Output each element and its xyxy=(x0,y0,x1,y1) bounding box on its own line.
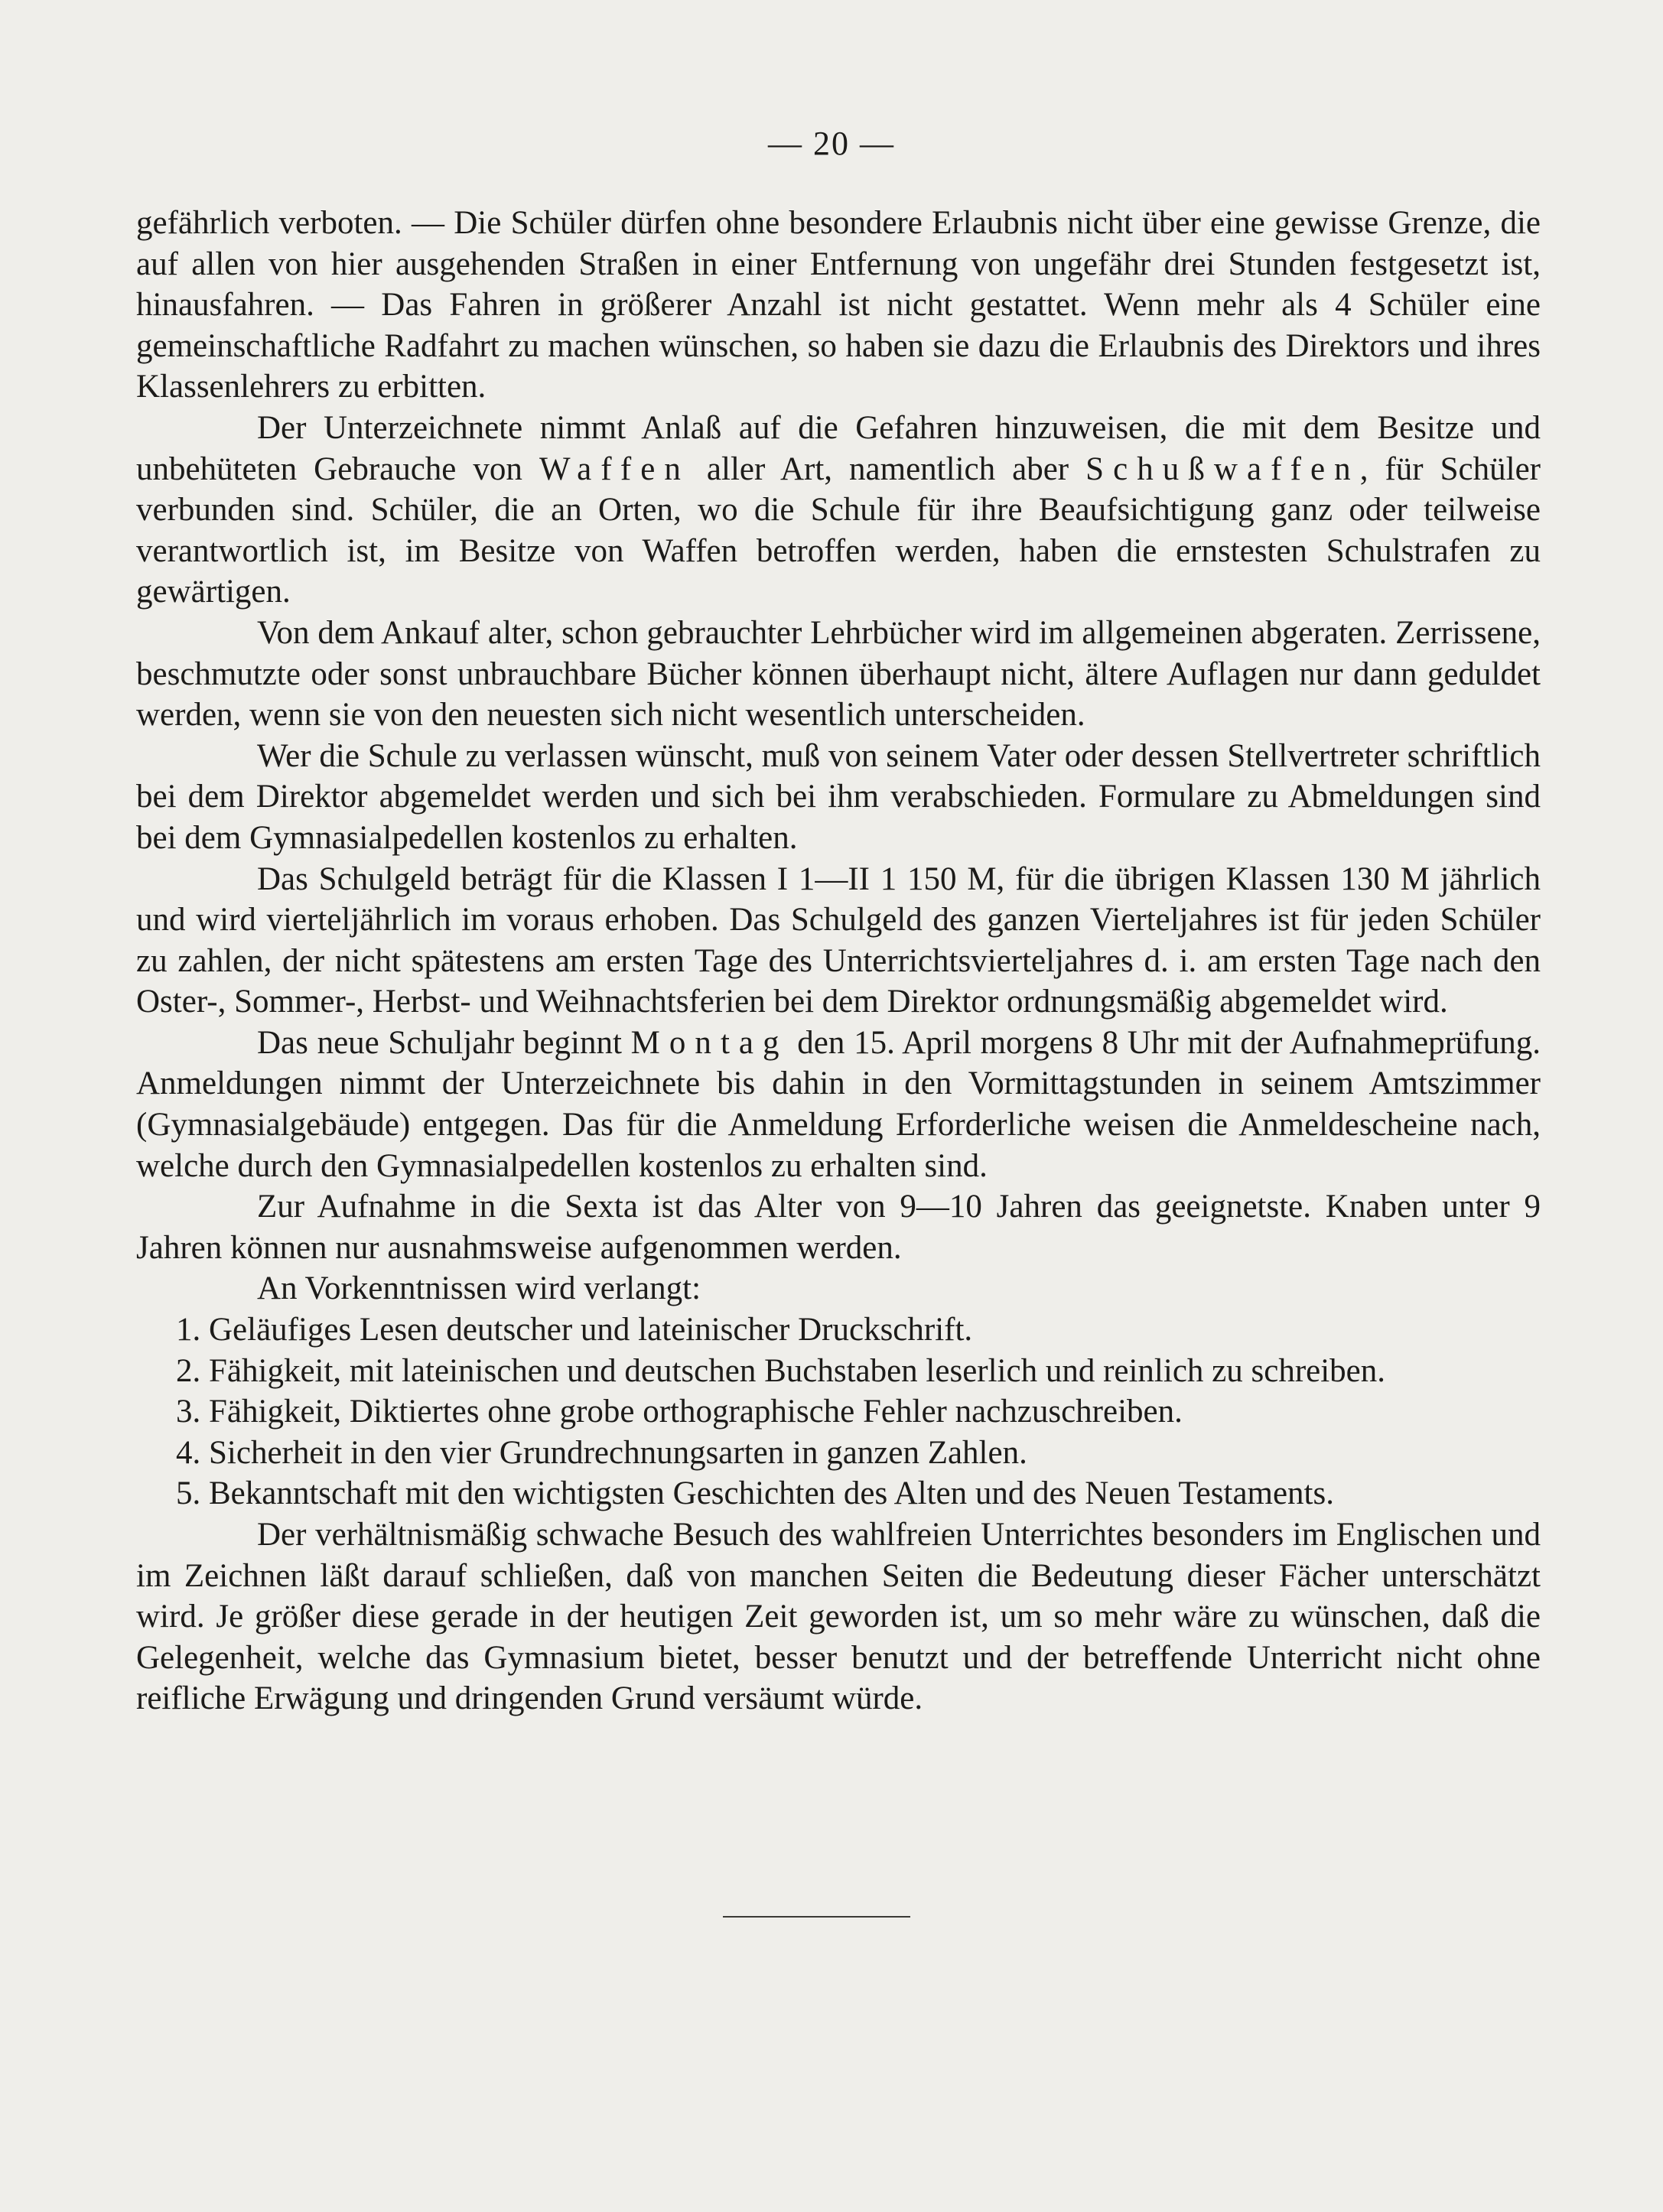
closing-paragraph: Der verhältnismäßig schwache Besuch des wahlfreien Unterrichtes besonders im Englischen und im Zeichnen läßt darauf schließen, daß von manchen Seiten die Bedeutung dieser Fächer unterschätzt wird. Je größer diese gerade in der heutigen Zeit geworden ist, um so mehr wäre zu wünschen, daß die Gelegenheit, welche das Gymnasium bietet, besser benutzt und der betreffende Unterricht nicht ohne reifliche Erwägung und dringenden Grund versäumt würde. xyxy=(136,1517,1541,1717)
text-run: gefährlich verboten. — Die Schüler dürfen ohne besondere Erlaubnis nicht über eine gewisse Grenze, die auf allen von hier ausgehenden Straßen in einer Entfernung von ungefähr drei Stunden festgesetzt ist, hinausfahren. — Das Fahren in größerer Anzahl ist nicht gestattet. Wenn mehr als 4 Schüler eine gemeinschaftliche Radfahrt zu machen wünschen, so haben sie dazu die Erlaubnis des Direktors und ihres Klassenlehrers zu erbitten. xyxy=(136,205,1541,405)
requirement-item: 1. Geläufiges Lesen deutscher und lateinischer Druckschrift. xyxy=(176,1312,973,1348)
text-run: Wer die Schule zu verlassen wünscht, muß von seinem Vater oder dessen Stellvertreter schriftlich bei dem Direktor abgemeldet werden und sich bei ihm verabschieden. Formulare zu Abmeldungen sind bei dem Gymnasialpedellen kostenlos zu erhalten. xyxy=(136,737,1541,856)
text-run: aller Art, namentlich aber xyxy=(689,451,1086,487)
requirement-item: 4. Sicherheit in den vier Grundrechnungsarten in ganzen Zahlen. xyxy=(176,1434,1027,1471)
paragraph-p1 xyxy=(136,203,1541,408)
requirement-item: 5. Bekanntschaft mit den wichtigsten Geschichten des Alten und des Neuen Testaments. xyxy=(176,1475,1334,1512)
paragraph-p8 xyxy=(136,1268,1541,1309)
paragraph-p7 xyxy=(136,1186,1541,1268)
requirement-item: 3. Fähigkeit, Diktiertes ohne grobe orthographische Fehler nachzuschreiben. xyxy=(176,1394,1183,1430)
spaced-word: Montag xyxy=(630,1024,789,1061)
text-run: den 15. April morgens 8 Uhr mit der Aufnahmeprüfung. Anmeldungen nimmt der Unterzeichnete bis dahin in den Vormittagstunden in seinem Amtszimmer (Gymnasialgebäude) entgegen. Das für die Anmeldung Erforderliche weisen die Anmeldescheine nach, welche durch den Gymnasialpedellen kostenlos zu erhalten sind. xyxy=(136,1024,1541,1184)
spaced-word: Waffen xyxy=(539,451,690,487)
end-rule xyxy=(723,1916,910,1918)
requirement-item: 2. Fähigkeit, mit lateinischen und deutschen Buchstaben leserlich und reinlich zu schreiben. xyxy=(176,1352,1386,1389)
paragraph-p4 xyxy=(136,736,1541,859)
paragraph-p5 xyxy=(136,859,1541,1023)
page-number: — 20 — xyxy=(768,125,895,162)
paragraph-p3 xyxy=(136,613,1541,736)
paragraphs xyxy=(136,203,1541,1309)
paragraph-p6 xyxy=(136,1023,1541,1186)
text-run: Das Schulgeld beträgt für die Klassen I 1—II 1 150 M, für die übrigen Klassen 130 M jährlich und wird vierteljährlich im voraus erhoben. Das Schulgeld des ganzen Vierteljahres ist für jeden Schüler zu zahlen, der nicht spätestens am ersten Tage des Unterrichtsvierteljahres d. i. am ersten Tage nach den Oster-, Sommer-, Herbst- und Weihnachtsferien bei dem Direktor ordnungsmäßig abgemeldet wird. xyxy=(136,860,1541,1020)
text-run: , für Schüler verbunden sind. Schüler, die an Orten, wo die Schule für ihre Beaufsichtigung ganz oder teilweise verantwortlich ist, im Besitze von Waffen betroffen werden, haben die ernstesten Schulstrafen zu gewärtigen. xyxy=(136,451,1541,610)
paragraph-p2 xyxy=(136,408,1541,613)
page-body xyxy=(136,203,1541,1719)
text-run: An Vorkenntnissen wird verlangt: xyxy=(257,1270,701,1307)
text-run: Der Unterzeichnete nimmt Anlaß auf die Gefahren hinzuweisen, die mit dem Besitze und unbehüteten Gebrauche von xyxy=(136,409,1541,487)
text-run: Von dem Ankauf alter, schon gebrauchter Lehrbücher wird im allgemeinen abgeraten. Zerrissene, beschmutzte oder sonst unbrauchbare Bücher können überhaupt nicht, ältere Auflagen nur dann geduldet werden, wenn sie von den neuesten sich nicht wesentlich unterscheiden. xyxy=(136,614,1541,734)
spaced-word: Schußwaffen xyxy=(1085,451,1360,487)
text-run: Das neue Schuljahr beginnt xyxy=(257,1024,631,1061)
requirements-list xyxy=(136,1309,1541,1514)
text-run: Zur Aufnahme in die Sexta ist das Alter von 9—10 Jahren das geeignetste. Knaben unter 9 Jahren können nur ausnahmsweise aufgenommen werden. xyxy=(136,1189,1541,1266)
